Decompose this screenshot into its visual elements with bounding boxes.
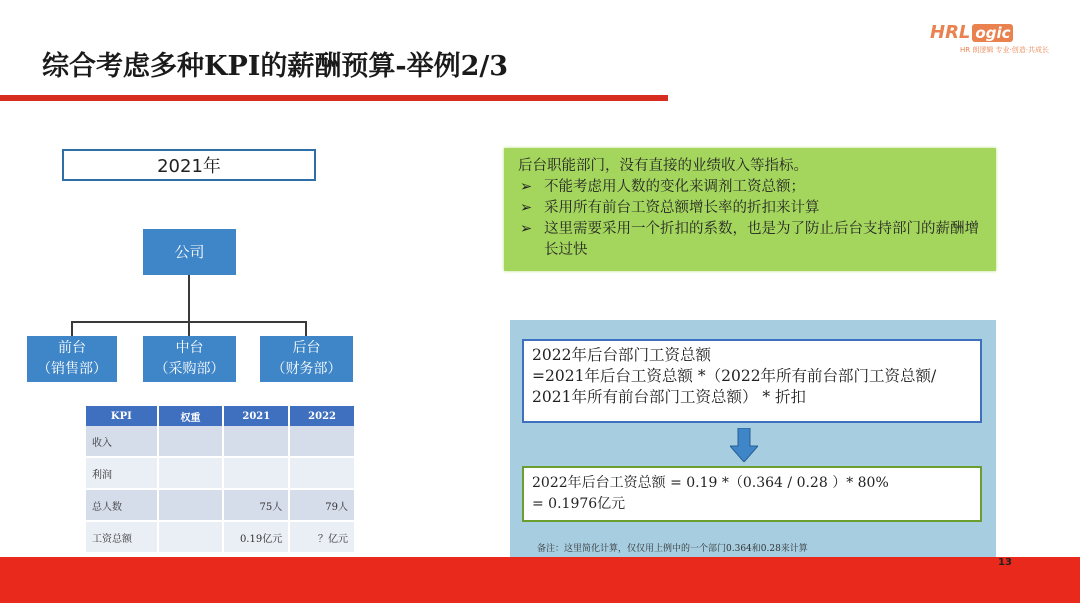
slide-title: 综合考虑多种KPI的薪酬预算-举例2/3: [42, 51, 509, 82]
result-line-1: 2022年后台工资总额 = 0.19 *（0.364 / 0.28 ）* 80%: [532, 475, 889, 491]
table-header-row: [86, 406, 355, 426]
table-row: [86, 426, 355, 457]
logo-badge-text: ogic: [972, 24, 1013, 42]
org-connector-left: [71, 321, 73, 336]
org-node-name: 后台: [292, 340, 321, 356]
footer-bar: [0, 557, 1080, 603]
table-header-cell: 权重: [158, 406, 224, 426]
org-node-name: 中台: [175, 340, 204, 356]
brand-logo: [930, 22, 1062, 58]
table-cell: 79人: [289, 489, 355, 521]
list-item-text: 采用所有前台工资总额增长率的折扣来计算: [544, 200, 820, 217]
org-node-label: 公司: [174, 242, 205, 261]
footnote: 备注：这里简化计算，仅仅用上例中的一个部门0.364和0.28来计算: [537, 544, 808, 554]
table-cell: [158, 457, 224, 489]
list-item-text: 这里需要采用一个折扣的系数，也是为了防止后台支持部门的薪酬增长过快: [544, 221, 979, 259]
table-cell: [289, 457, 355, 489]
org-node-name: 前台: [58, 340, 86, 356]
table-row: [86, 489, 355, 521]
explanation-list: [518, 177, 982, 261]
org-node-front: [27, 336, 117, 382]
year-label: 2021年: [62, 149, 316, 181]
org-node-mid: [143, 336, 236, 382]
logo-main-text: HRL: [930, 22, 971, 43]
result-line-2: = 0.1976亿元: [532, 496, 626, 512]
list-item: [518, 177, 982, 198]
table-cell: 收入: [86, 426, 158, 457]
list-item-text: 不能考虑用人数的变化来调剂工资总额；: [544, 179, 805, 196]
table-cell: [158, 489, 224, 521]
formula-line-1: 2022年后台部门工资总额: [532, 346, 711, 364]
org-node-dept: （采购部）: [154, 361, 225, 377]
table-cell: [289, 426, 355, 457]
page-number: 13: [998, 557, 1012, 568]
kpi-table: [86, 406, 356, 554]
table-row: [86, 521, 355, 553]
org-node-company: [143, 229, 236, 275]
table-header-cell: 2022: [289, 406, 355, 426]
result-box: [522, 466, 982, 522]
table-cell: 总人数: [86, 489, 158, 521]
org-connector-mid: [188, 321, 190, 336]
org-node-dept: （销售部）: [37, 361, 107, 377]
table-cell: [223, 457, 289, 489]
table-cell: [158, 521, 224, 553]
table-cell: 0.19亿元: [223, 521, 289, 553]
table-cell: 工资总额: [86, 521, 158, 553]
list-item: [518, 198, 982, 219]
table-cell: 75人: [223, 489, 289, 521]
list-item: [518, 219, 982, 261]
logo-tagline: HR 朗逻辑 专业·创造·共成长: [960, 46, 1050, 54]
org-node-dept: （财务部）: [271, 361, 342, 377]
table-cell: [158, 426, 224, 457]
table-cell: [223, 426, 289, 457]
bullet-arrow-icon: ➢: [520, 221, 533, 238]
logo-mark: [930, 22, 1013, 43]
table-header-cell: KPI: [86, 406, 158, 426]
table-header-cell: 2021: [223, 406, 289, 426]
explanation-box: [504, 148, 996, 271]
table-row: [86, 457, 355, 489]
org-connector-vertical: [188, 275, 190, 322]
formula-box: [522, 339, 982, 423]
table-cell: 利润: [86, 457, 158, 489]
table-cell: ？亿元: [289, 521, 355, 553]
bullet-arrow-icon: ➢: [520, 200, 533, 217]
org-connector-right: [305, 321, 307, 336]
bullet-arrow-icon: ➢: [520, 179, 533, 196]
down-arrow-icon: [730, 428, 758, 462]
title-underline: [0, 95, 668, 101]
explanation-intro: 后台职能部门，没有直接的业绩收入等指标。: [518, 158, 808, 174]
org-node-back: [260, 336, 353, 382]
formula-line-2: =2021年后台工资总额 *（2022年所有前台部门工资总额/ 2021年所有前台部门工资总额） * 折扣: [532, 366, 937, 406]
